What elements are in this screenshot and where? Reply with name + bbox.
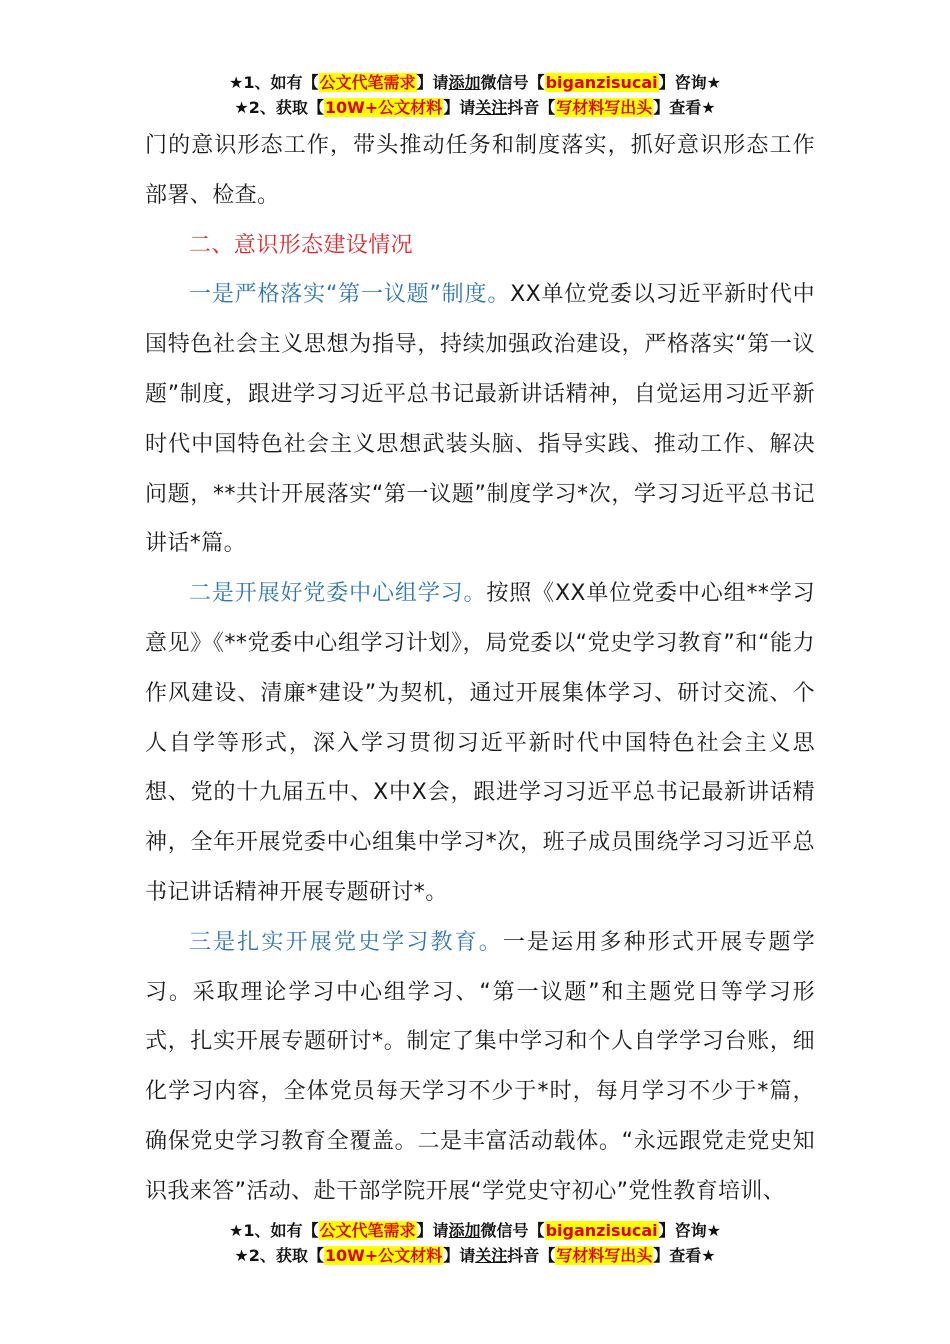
banner-line-1: ★1、如有【公文代笔需求】请添加微信号【biganzisucai】咨询★ — [229, 1221, 721, 1240]
paragraph-lead: 二是开展好党委中心组学习。 — [189, 581, 487, 607]
paragraph-text: 按照《XX单位党委中心组**学习意见》《**党委中心组学习计划》，局党委以“党史学习教育”和“能力作风建设、清廉*建设”为契机，通过开展集体学习、研讨交流、个人自学等形式，深入学习贯彻习近平新时代中国特色社会主义思想、党的十九届五中、X中X会，跟进学习习近平总书记最新讲话精神，全年开展党委中心组集中学习*次，班子成员围绕学习习近平总书记讲话精神开展专题研讨*。 — [145, 581, 815, 905]
body-paragraph — [145, 569, 815, 918]
banner-highlight: biganzisucai — [545, 73, 658, 92]
banner-line-2: ★2、获取【10W+公文材料】请关注抖音【写材料写出头】查看★ — [234, 98, 716, 117]
paragraph-text: XX单位党委以习近平新时代中国特色社会主义思想为指导，持续加强政治建设，严格落实“第一议题”制度，跟进学习习近平总书记最新讲话精神，自觉运用习近平新时代中国特色社会主义思想武装头脑、指导实践、推动工作、解决问题，**共计开展落实“第一议题”制度学习*次，学习习近平总书记讲话*篇。 — [145, 282, 816, 557]
banner-line-2: ★2、获取【10W+公文材料】请关注抖音【写材料写出头】查看★ — [234, 1246, 716, 1265]
paragraph-lead: 一是严格落实“第一议题”制度。 — [189, 282, 511, 308]
banner-highlight: biganzisucai — [545, 1221, 658, 1240]
section-heading: 二、意识形态建设情况 — [189, 232, 414, 258]
intro-paragraph: 门的意识形态工作，带头推动任务和制度落实，抓好意识形态工作部署、检查。 — [145, 133, 815, 208]
banner-highlight: 写材料写出头 — [556, 98, 653, 117]
banner-line-1: ★1、如有【公文代笔需求】请添加微信号【biganzisucai】咨询★ — [229, 73, 721, 92]
header-banner — [0, 70, 950, 120]
document-body — [145, 121, 815, 1217]
paragraph-text: 一是运用多种形式开展专题学习。采取理论学习中心组学习、“第一议题”和主题党日等学习形式，扎实开展专题研讨*。制定了集中学习和个人自学学习台账，细化学习内容，全体党员每天学习不少于*时，每月学习不少于*篇，确保党史学习教育全覆盖。二是丰富活动载体。“永远跟党走党史知识我来答”活动、赴干部学院开展“学党史守初心”党性教育培训、 — [145, 929, 816, 1204]
body-paragraph — [145, 270, 815, 569]
banner-highlight: 10W+公文材料 — [324, 1246, 443, 1265]
banner-highlight: 公文代笔需求 — [319, 1221, 416, 1240]
body-paragraph — [145, 918, 815, 1217]
banner-highlight: 公文代笔需求 — [319, 73, 416, 92]
paragraph-lead: 三是扎实开展党史学习教育。 — [189, 929, 503, 955]
footer-banner — [0, 1218, 950, 1268]
banner-highlight: 10W+公文材料 — [324, 98, 443, 117]
banner-highlight: 写材料写出头 — [556, 1246, 653, 1265]
